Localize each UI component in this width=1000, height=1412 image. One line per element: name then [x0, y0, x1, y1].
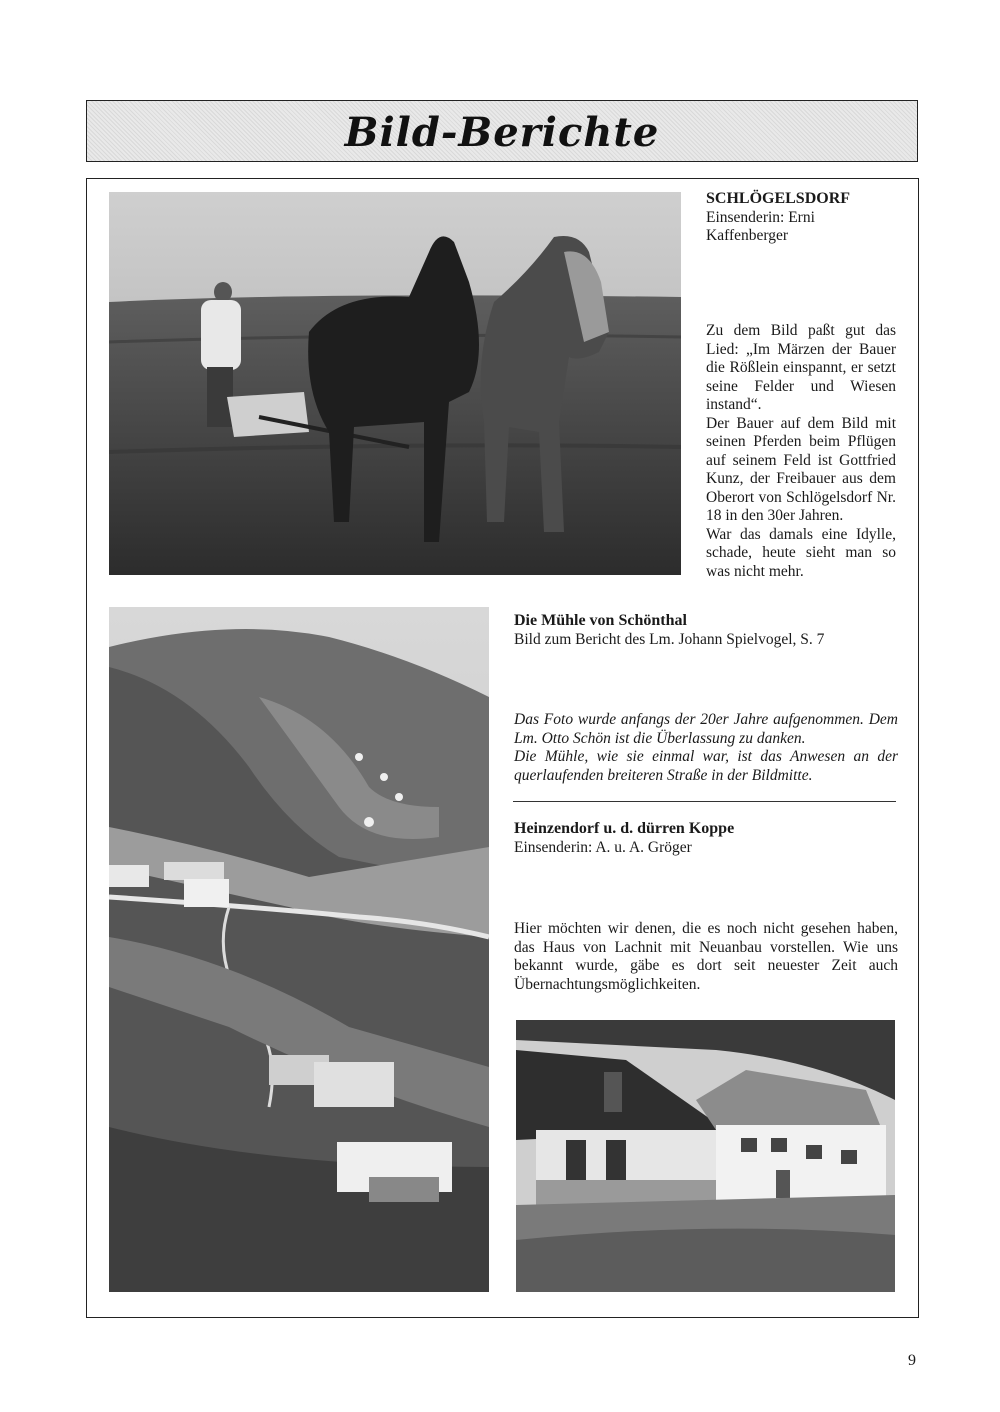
article-muehle: [514, 612, 898, 649]
article-heinzendorf: [514, 820, 898, 857]
article-paragraph: Zu dem Bild paßt gut das Lied: „Im Märzen der Bauer die Rößlein einspannt, er setzt seine Felder und Wiesen instand“.: [706, 322, 896, 413]
article-schloegelsdorf: [706, 190, 896, 246]
section-divider: [513, 801, 896, 802]
header-banner: [86, 100, 918, 162]
article-schloegelsdorf-body: [706, 322, 896, 581]
article-paragraph: War das damals eine Idylle, schade, heute sieht man so was nicht mehr.: [706, 525, 896, 580]
article-muehle-body: [514, 711, 898, 785]
article-heading: Heinzendorf u. d. dürren Koppe: [514, 820, 735, 837]
article-heading: SCHLÖGELSDORF: [706, 190, 851, 207]
article-submitter: Einsenderin: A. u. A. Gröger: [514, 838, 692, 856]
page-number: 9: [908, 1352, 916, 1369]
photo-haus-lachnit: [516, 1020, 895, 1292]
article-submitter: Einsenderin: Erni Kaffenberger: [706, 208, 815, 244]
article-paragraph: Das Foto wurde anfangs der 20er Jahre aufgenommen. Dem Lm. Otto Schön ist die Überlassung zu danken.: [514, 711, 898, 747]
article-paragraph: Hier möchten wir denen, die es noch nicht gesehen haben, das Haus von Lachnit mit Neuanbau vorstellen. Wie uns bekannt wurde, gäbe es dort seit neuester Zeit auch Übernachtungsmöglichkeiten.: [514, 920, 898, 993]
photo-farmer-plowing: [109, 192, 681, 575]
page-title: Bild-Berichte: [344, 109, 660, 156]
article-submitter: Bild zum Bericht des Lm. Johann Spielvogel, S. 7: [514, 630, 825, 648]
article-paragraph: Der Bauer auf dem Bild mit seinen Pferden beim Pflügen auf seinem Feld ist Gottfried Kunz, der Freibauer aus dem Oberort von Schlögelsdorf Nr. 18 in den 30er Jahren.: [706, 414, 896, 524]
article-heinzendorf-body: [514, 920, 898, 994]
photo-muehle-schoenthal: [109, 607, 489, 1292]
article-paragraph: Die Mühle, wie sie einmal war, ist das Anwesen an der querlaufenden breiteren Straße in der Bildmitte.: [514, 748, 898, 784]
article-heading: Die Mühle von Schönthal: [514, 612, 687, 629]
